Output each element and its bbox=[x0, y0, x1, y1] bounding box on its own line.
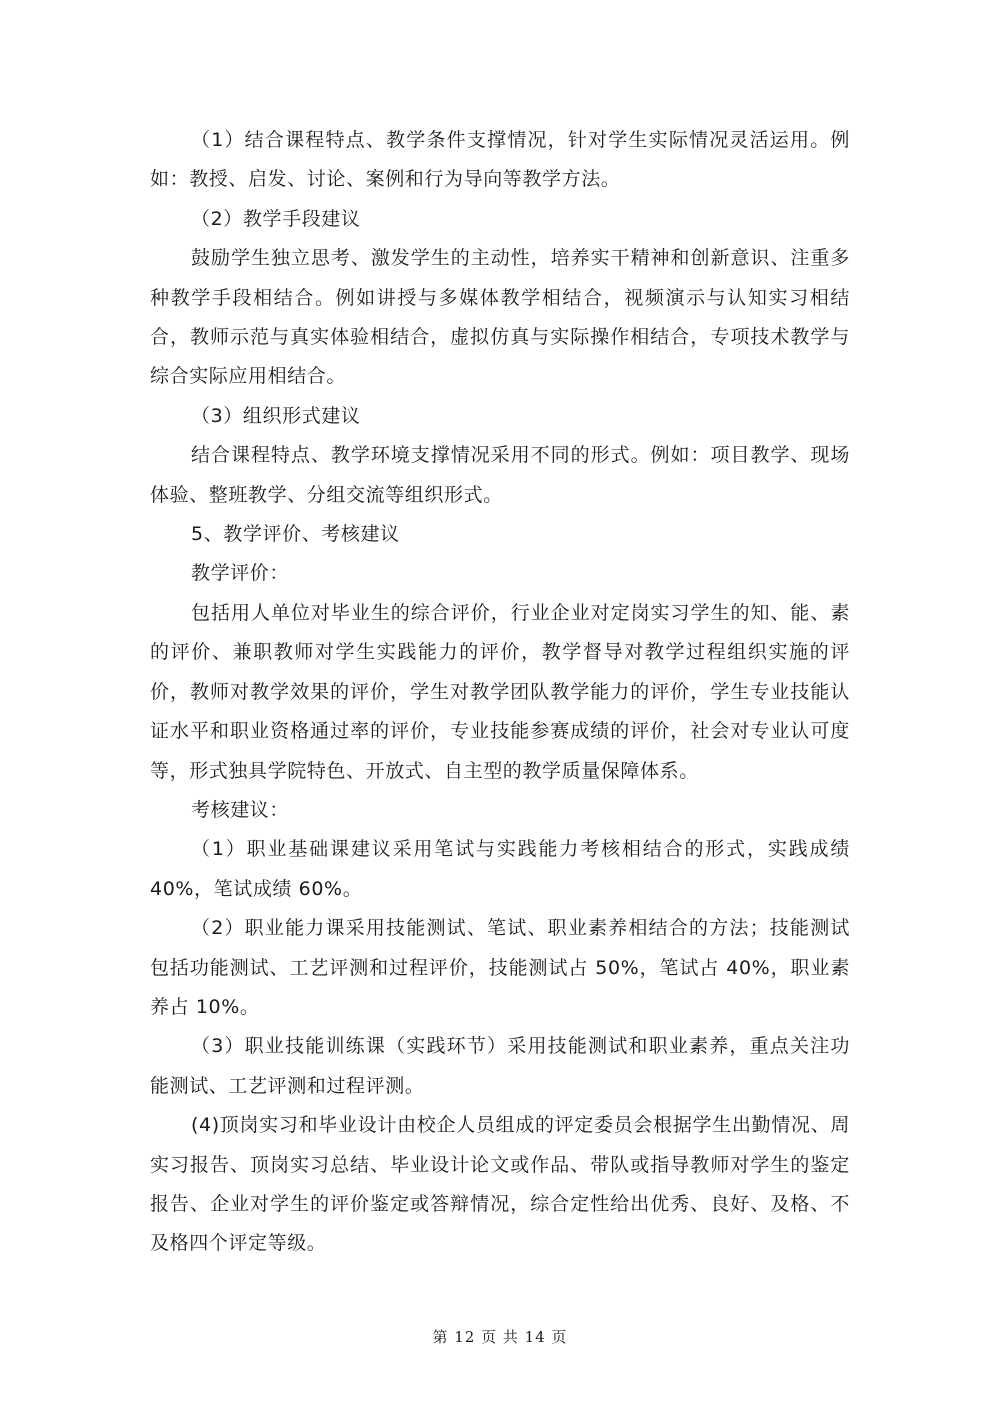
section-heading-evaluation: 5、教学评价、考核建议 bbox=[191, 523, 400, 546]
subheading-assessment: 考核建议： bbox=[191, 798, 290, 821]
paragraph-organization-form: 结合课程特点、教学环境支撑情况采用不同的形式。例如：项目教学、现场体验、整班教学、分组交流等组织形式。 bbox=[150, 444, 850, 506]
page-number-footer: 第 12 页 共 14 页 bbox=[432, 1328, 568, 1346]
paragraph-assessment-3: （3）职业技能训练课（实践环节）采用技能测试和职业素养，重点关注功能测试、工艺评测和过程评测。 bbox=[150, 1035, 850, 1097]
paragraph-assessment-1: （1）职业基础课建议采用笔试与实践能力考核相结合的形式，实践成绩40%，笔试成绩 60%。 bbox=[150, 838, 850, 900]
subheading-teaching-evaluation: 教学评价： bbox=[191, 562, 290, 585]
paragraph-assessment-4: (4)顶岗实习和毕业设计由校企人员组成的评定委员会根据学生出勤情况、周实习报告、顶岗实习总结、毕业设计论文或作品、带队或指导教师对学生的鉴定报告、企业对学生的评价鉴定或答辩情况，综合定性给出优秀、良好、及格、不及格四个评定等级。 bbox=[150, 1114, 850, 1255]
paragraph-assessment-2: （2）职业能力课采用技能测试、笔试、职业素养相结合的方法；技能测试包括功能测试、工艺评测和过程评价，技能测试占 50%，笔试占 40%，职业素养占 10%。 bbox=[150, 917, 850, 1018]
paragraph-teaching-means: 鼓励学生独立思考、激发学生的主动性，培养实干精神和创新意识、注重多种教学手段相结合。例如讲授与多媒体教学相结合，视频演示与认知实习相结合，教师示范与真实体验相结合，虚拟仿真与实际操作相结合，专项技术教学与综合实际应用相结合。 bbox=[150, 247, 850, 388]
heading-organization-form: （3）组织形式建议 bbox=[191, 404, 361, 427]
paragraph-teaching-evaluation: 包括用人单位对毕业生的综合评价，行业企业对定岗实习学生的知、能、素的评价、兼职教师对学生实践能力的评价，教学督导对教学过程组织实施的评价，教师对教学效果的评价，学生对教学团队教学能力的评价，学生专业技能认证水平和职业资格通过率的评价，专业技能参赛成绩的评价，社会对专业认可度等，形式独具学院特色、开放式、自主型的教学质量保障体系。 bbox=[150, 601, 850, 782]
paragraph-teaching-methods: （1）结合课程特点、教学条件支撑情况，针对学生实际情况灵活运用。例如：教授、启发、讨论、案例和行为导向等教学方法。 bbox=[150, 129, 850, 191]
heading-teaching-means: （2）教学手段建议 bbox=[191, 207, 361, 230]
document-body bbox=[150, 121, 850, 1264]
